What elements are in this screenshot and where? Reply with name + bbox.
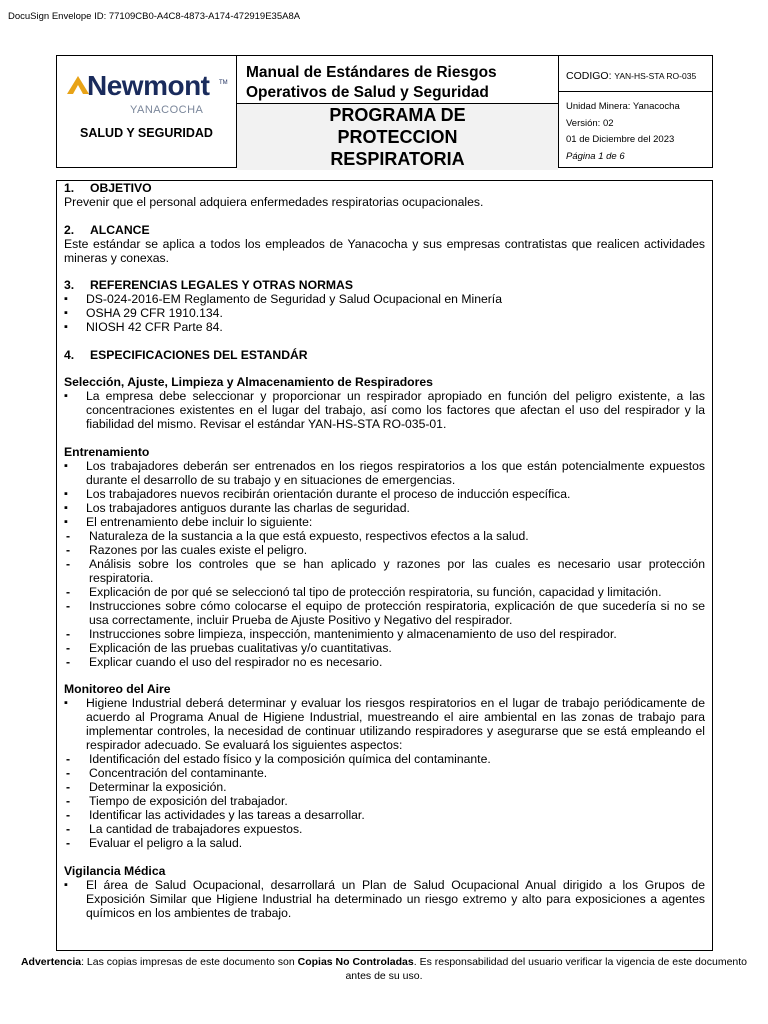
list-item: - Explicación de las pruebas cualitativas y/o cuantitativas. <box>64 641 705 655</box>
list-item: - Identificar las actividades y las tareas a desarrollar. <box>64 808 705 822</box>
department-label: SALUD Y SEGURIDAD <box>80 126 213 140</box>
footer-warning: Advertencia: Las copias impresas de este documento son Copias No Controladas. Es responsabilidad del usuario verificar la vigencia de este documento antes de su uso. <box>20 956 748 982</box>
section-heading: 4. ESPECIFICACIONES DEL ESTANDÁR <box>64 347 308 362</box>
list-item: - Naturaleza de la sustancia a la que está expuesto, respectivos efectos a la salud. <box>64 529 705 543</box>
list-item: ▪ La empresa debe seleccionar y proporcionar un respirador apropiado en función del peligro existente, a las concentraciones existentes en el lugar del trabajo, así como los factores que afectan el uso del respirador y la fiabilidad del mismo. Revisar el estándar YAN-HS-STA RO-035-01. <box>64 389 705 431</box>
objective-text: Prevenir que el personal adquiera enfermedades respiratorias ocupacionales. <box>64 195 484 209</box>
list-item: - Identificación del estado físico y la composición química del contaminante. <box>64 752 705 766</box>
manual-title: Manual de Estándares de Riesgos Operativos de Salud y Seguridad <box>237 56 558 104</box>
list-item: - Evaluar el peligro a la salud. <box>64 836 705 850</box>
list-item: - La cantidad de trabajadores expuestos. <box>64 822 705 836</box>
section-heading: 2. ALCANCE <box>64 222 150 237</box>
list-item: ▪ Los trabajadores antiguos durante las charlas de seguridad. <box>64 501 705 515</box>
list-item: ▪ NIOSH 42 CFR Parte 84. <box>64 320 705 334</box>
program-title: PROGRAMA DE PROTECCION RESPIRATORIA <box>237 104 558 170</box>
list-item: - Determinar la exposición. <box>64 780 705 794</box>
training-sublist <box>64 529 705 669</box>
document-body <box>56 180 713 951</box>
list-item: - Análisis sobre los controles que se han aplicado y razones por las cuales es necesario usar protección respiratoria. <box>64 557 705 585</box>
page-number: Página 1 de 6 <box>566 150 625 162</box>
list-item: ▪ Higiene Industrial deberá determinar y evaluar los riesgos respiratorios en el lugar de trabajo periódicamente de acuerdo al Programa Anual de Higiene Industrial, muestreando el aire ambiental en las zonas de trabajo para implementar controles, la necesidad de continuar utilizando respiradores y asegurarse que se está empleando el respirador adecuado. Se evaluará los siguientes aspectos: <box>64 696 705 752</box>
monitoring-sublist <box>64 752 705 850</box>
document-header <box>56 55 713 168</box>
list-item: ▪ Los trabajadores nuevos recibirán orientación durante el proceso de inducción específica. <box>64 487 705 501</box>
subsection-heading: Selección, Ajuste, Limpieza y Almacenamiento de Respiradores <box>64 375 433 389</box>
document-meta <box>559 92 712 167</box>
header-title-cell <box>237 56 559 167</box>
monitoring-list <box>64 696 705 752</box>
mining-unit: Unidad Minera: Yanacocha <box>566 101 680 112</box>
list-item: - Explicar cuando el uso del respirador no es necesario. <box>64 655 705 669</box>
list-item: - Explicación de por qué se seleccionó tal tipo de protección respiratoria, su función, capacidad y limitación. <box>64 585 705 599</box>
document-code: CODIGO: YAN-HS-STA RO-035 <box>559 56 712 92</box>
newmont-logo: Newmont TM YANACOCHA <box>67 66 227 116</box>
training-list <box>64 459 705 529</box>
section-heading: 3. REFERENCIAS LEGALES Y OTRAS NORMAS <box>64 278 353 292</box>
list-item: - Tiempo de exposición del trabajador. <box>64 794 705 808</box>
subsection-heading: Monitoreo del Aire <box>64 682 171 696</box>
list-item: - Instrucciones sobre cómo colocarse el equipo de protección respiratoria, explicación de que sucedería si no se usa correctamente, incluir Prueba de Ajuste Positivo y Negativo del respirador. <box>64 599 705 627</box>
list-item: ▪ El entrenamiento debe incluir lo siguiente: <box>64 515 705 529</box>
version: Versión: 02 <box>566 117 614 129</box>
list-item: - Razones por las cuales existe el peligro. <box>64 543 705 557</box>
list-item: - Concentración del contaminante. <box>64 766 705 780</box>
surveillance-list <box>64 878 705 920</box>
references-list <box>64 292 705 334</box>
list-item: ▪ Los trabajadores deberán ser entrenados en los riegos respiratorios a los que están potencialmente expuestos durante el desarrollo de su trabajo y en situaciones de emergencias. <box>64 459 705 487</box>
list-item: - Instrucciones sobre limpieza, inspección, mantenimiento y almacenamiento de uso del respirador. <box>64 627 705 641</box>
list-item: ▪ OSHA 29 CFR 1910.134. <box>64 306 705 320</box>
logo-mark-icon <box>67 76 89 94</box>
list-item: ▪ DS-024-2016-EM Reglamento de Seguridad y Salud Ocupacional en Minería <box>64 292 705 306</box>
envelope-id: DocuSign Envelope ID: 77109CB0-A4C8-4873-A174-472919E35A8A <box>8 11 301 22</box>
list-item: ▪ El área de Salud Ocupacional, desarrollará un Plan de Salud Ocupacional Anual dirigido a los Grupos de Exposición Similar que Higiene Industrial ha determinado un riesgo extremo y alto para exposiciones a agentes químicos en los ambientes de trabajo. <box>64 878 705 920</box>
scope-text: Este estándar se aplica a todos los empleados de Yanacocha y sus empresas contratistas que realicen actividades mineras y conexas. <box>64 236 705 265</box>
header-logo-cell <box>57 56 237 167</box>
subsection-heading: Vigilancia Médica <box>64 863 166 878</box>
selection-list <box>64 389 705 431</box>
header-meta-cell <box>559 56 712 167</box>
subsection-heading: Entrenamiento <box>64 444 150 459</box>
issue-date: 01 de Diciembre del 2023 <box>566 134 675 145</box>
section-heading: 1. OBJETIVO <box>64 181 152 195</box>
